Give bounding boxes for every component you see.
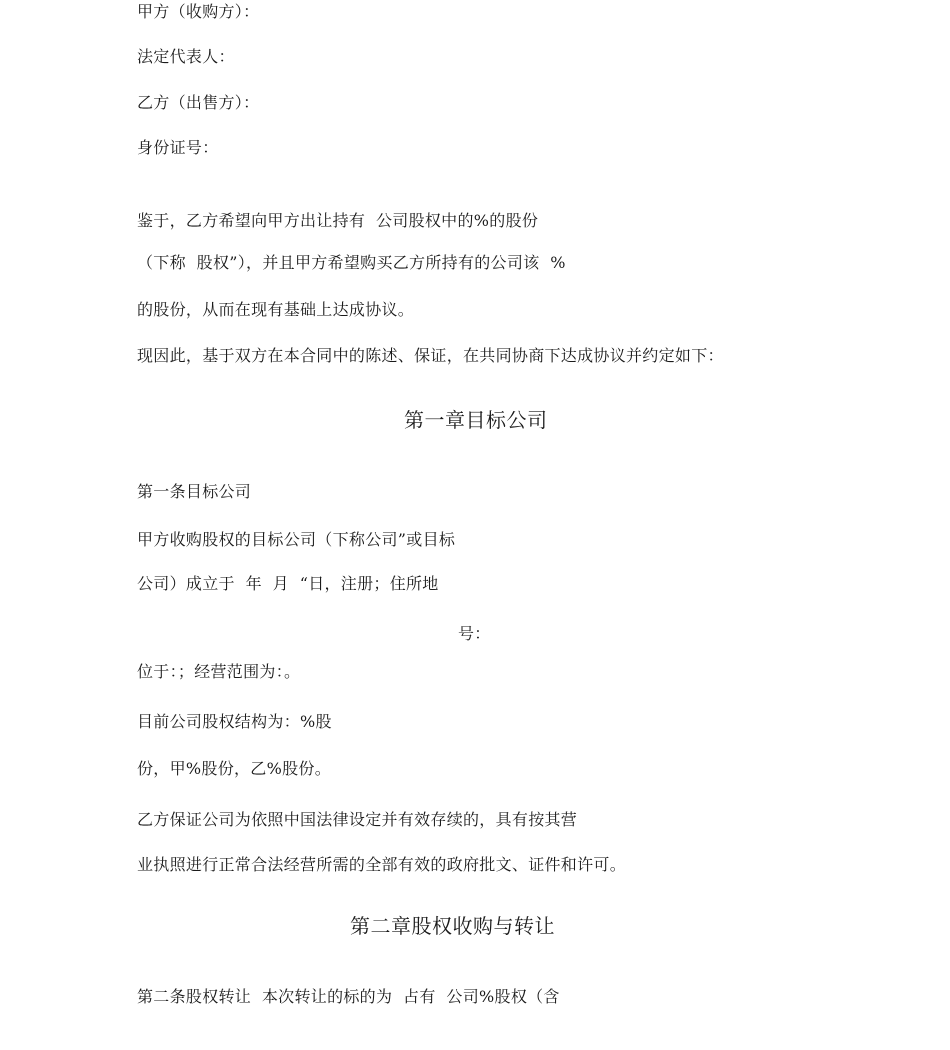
chapter-1-title: 第一章目标公司	[404, 408, 548, 432]
whereas-line-1: 鉴于，乙方希望向甲方出让持有 公司股权中的%的股份	[137, 211, 539, 230]
whereas-line-3: 的股份，从而在现有基础上达成协议。	[137, 300, 415, 319]
whereas-line-2: （下称 股权”），并且甲方希望购买乙方所持有的公司该 %	[137, 253, 566, 272]
equity-structure-line-1: 目前公司股权结构为：%股	[137, 712, 332, 731]
article-1-title: 第一条目标公司	[137, 482, 252, 501]
id-number-label: 身份证号：	[137, 138, 219, 157]
warranty-line-1: 乙方保证公司为依照中国法律设定并有效存续的，具有按其营	[137, 810, 578, 829]
article-1-line-3: 号：	[458, 624, 491, 643]
agreement-intro: 现因此，基于双方在本合同中的陈述、保证，在共同协商下达成协议并约定如下：	[137, 346, 724, 365]
warranty-line-2: 业执照进行正常合法经营所需的全部有效的政府批文、证件和许可。	[137, 855, 627, 874]
party-b-label: 乙方（出售方）：	[137, 93, 260, 112]
party-a-label: 甲方（收购方）：	[137, 2, 260, 21]
article-1-line-2: 公司）成立于 年 月 “日，注册；住所地	[137, 574, 439, 593]
legal-representative-label: 法定代表人：	[137, 47, 235, 66]
equity-structure-line-2: 份，甲%股份，乙%股份。	[137, 759, 332, 778]
article-1-line-1: 甲方收购股权的目标公司（下称公司”或目标	[137, 530, 456, 549]
article-1-line-4: 位于：；经营范围为：。	[137, 662, 301, 681]
chapter-2-title: 第二章股权收购与转让	[350, 914, 555, 938]
article-2-line-1: 第二条股权转让 本次转让的标的为 占有 公司%股权（含	[137, 987, 560, 1006]
